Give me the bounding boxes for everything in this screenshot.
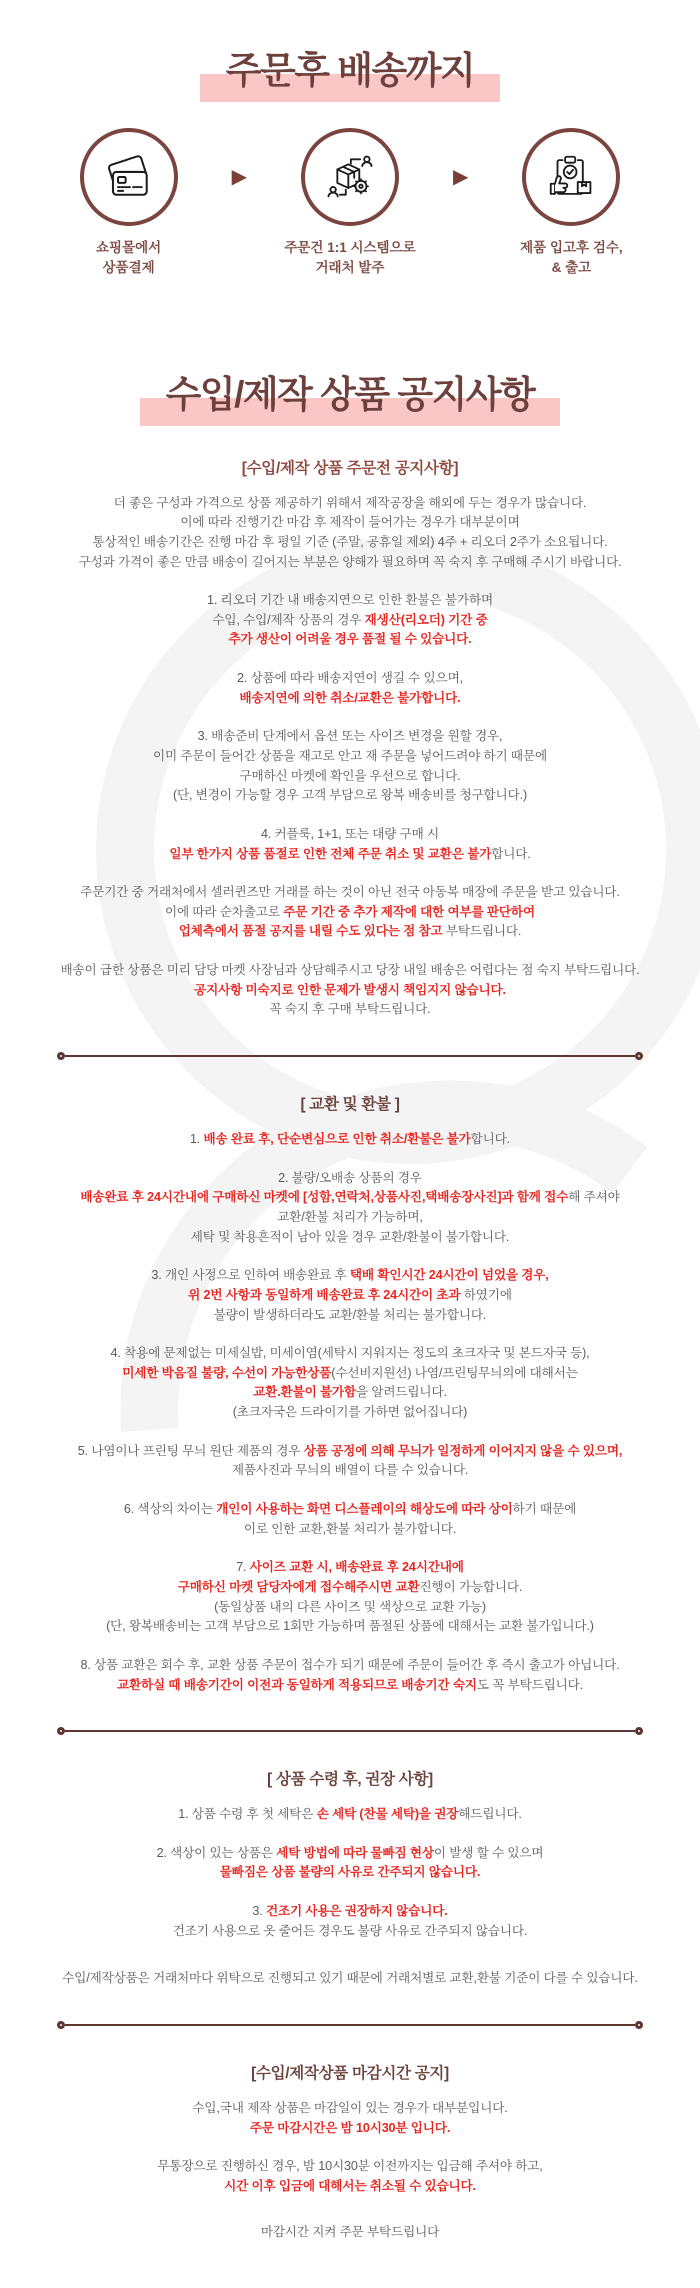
notice-text-block: 6. 색상의 차이는 개인이 사용하는 화면 디스플레이의 해상도에 따라 상이하기 때문에 이로 인한 교환,환불 처리가 불가합니다. xyxy=(123,1502,577,1536)
notice-text-block: 5. 나염이나 프린팅 무늬 원단 제품의 경우 상품 공정에 의해 무늬가 일정하게 이어지지 않을 수 있으며, 제품사진과 무늬의 배열이 다를 수 있습니다. xyxy=(77,1443,623,1478)
notice-text-block: 주문기간 중 거래처에서 셀러퀸즈만 거래를 하는 것이 아닌 전국 아동복 매장에 주문을 받고 있습니다. 이에 따라 순차출고로 주문 기간 중 추가 제작에 대한 여부를 판단하여 업체측에서 품절 공지를 내릴 수도 있다는 점 참고 부탁드립니다. xyxy=(80,885,620,939)
section-divider xyxy=(57,1052,643,1060)
notice-text-block: 1. 배송 완료 후, 단순변심으로 인한 취소/환불은 불가합니다. xyxy=(189,1132,511,1147)
notice-text-block: 4. 착용에 문제없는 미세실밥, 미세이염(세탁시 지워지는 정도의 초크자국 및 본드자국 등), 미세한 박음질 불량, 수선이 가능한상품(수선비지원선) 나염/프린팅무늬의에 대해서는 교환.환불이 불가함을 알려드립니다. (초크자국은 드라이기를 가하면 없어집니다) xyxy=(110,1346,590,1420)
divider-line xyxy=(65,2024,635,2027)
notice-text-block: 1. 리오더 기간 내 배송지연으로 인한 환불은 불가하며 수입, 수입/제작 상품의 경우 재생산(리오더) 기간 중 추가 생산이 어려울 경우 품절 될 수 있습니다. xyxy=(207,593,493,647)
flow-arrow-icon: ▶ xyxy=(453,165,469,188)
flow-arrow-icon: ▶ xyxy=(231,165,247,188)
section-divider xyxy=(57,1727,643,1735)
divider-line xyxy=(65,1055,635,1058)
notice-text-block: 수입/제작상품은 거래처마다 위탁으로 진행되고 있기 때문에 거래처별로 교환,환불 기준이 다를 수 있습니다. xyxy=(62,1971,638,1986)
section-heading: [수입/제작 상품 주문전 공지사항] xyxy=(241,459,459,477)
notice-text-block: 더 좋은 구성과 가격으로 상품 제공하기 위해서 제작공장을 해외에 두는 경우가 많습니다. 이에 따라 진행기간 마감 후 제작이 들어가는 경우가 대부분이며 통상적인 배송기간은 진행 마감 후 평일 기준 (주말, 공휴일 제외) 4주 + 리오더 2주가 소요됩니다. 구성과 가격이 좋은 만큼 배송이 길어지는 부분은 양해가 필요하며 꼭 숙지 후 구매해 주시기 바랍니다. xyxy=(78,495,622,569)
notice-text-block: 1. 상품 수령 후 첫 세탁은 손 세탁 (찬물 세탁)을 권장해드립니다. xyxy=(178,1807,522,1822)
section-heading: [ 교환 및 환불 ] xyxy=(300,1096,400,1114)
notice-text-block: 무통장으로 진행하신 경우, 밤 10시30분 이전까지는 입금해 주셔야 하고, 시간 이후 입금에 대해서는 취소될 수 있습니다. xyxy=(157,2159,543,2193)
process-step-inspection xyxy=(492,128,650,279)
order-process-flow xyxy=(18,128,682,279)
order-system-icon xyxy=(301,128,399,226)
process-step-payment xyxy=(50,128,208,279)
divider-dot xyxy=(635,2021,643,2029)
section-heading: [ 상품 수령 후, 권장 사항] xyxy=(267,1771,433,1789)
notice-text-block: 8. 상품 교환은 회수 후, 교환 상품 주문이 접수가 되기 때문에 주문이 들어간 후 즉시 출고가 아닙니다. 교환하실 때 배송기간이 이전과 동일하게 적용되므로 배송기간 숙지도 꼭 부탁드립니다. xyxy=(80,1657,620,1692)
divider-line xyxy=(65,1730,635,1733)
notice-text-block: 수입,국내 제작 상품은 마감일이 있는 경우가 대부분입니다. 주문 마감시간은 밤 10시30분 입니다. xyxy=(192,2100,508,2135)
section-preorder-notice xyxy=(18,456,682,1020)
notice-title-wrap xyxy=(18,374,682,426)
inspection-shipping-icon xyxy=(522,128,620,226)
notice-title: 수입/제작 상품 공지사항 xyxy=(140,374,561,426)
divider-dot xyxy=(635,1052,643,1060)
credit-card-icon xyxy=(80,128,178,226)
main-title-wrap xyxy=(18,50,682,102)
process-step-label: 제품 입고후 검수, & 출고 xyxy=(520,239,623,275)
notice-text-block: 4. 커플룩, 1+1, 또는 대량 구매 시 일부 한가지 상품 품절로 인한 전체 주문 취소 및 교환은 불가합니다. xyxy=(169,826,531,861)
divider-dot xyxy=(57,2021,65,2029)
section-exchange-refund xyxy=(18,1092,682,1695)
page-title: 주문후 배송까지 xyxy=(200,50,500,102)
divider-dot xyxy=(635,1727,643,1735)
section-divider xyxy=(57,2021,643,2029)
divider-dot xyxy=(57,1052,65,1060)
section-deadline-notice xyxy=(18,2061,682,2242)
section-heading: [수입/제작상품 마감시간 공지] xyxy=(251,2064,449,2082)
process-step-order-system xyxy=(271,128,429,279)
notice-text-block: 2. 불량/오배송 상품의 경우 배송완료 후 24시간내에 구매하신 마켓에 [성함,연락처,상품사진,택배송장사진]과 함께 접수해 주셔야 교환/환불 처리가 가능하며, 세탁 및 착용흔적이 남아 있을 경우 교환/환불이 불가합니다. xyxy=(80,1170,620,1244)
notice-text-block: 마감시간 지켜 주문 부탁드립니다 xyxy=(260,2224,440,2239)
process-step-label: 주문건 1:1 시스템으로 거래처 발주 xyxy=(284,239,416,275)
notice-text-block: 7. 사이즈 교환 시, 배송완료 후 24시간내에 구매하신 마켓 담당자에게 접수해주시면 교환진행이 가능합니다. (동일상품 내의 다른 사이즈 및 색상으로 교환 가능) (단, 왕복배송비는 고객 부담으로 1회만 가능하며 품절된 상품에 대해서는 교환 불가입니다.) xyxy=(106,1560,594,1634)
notice-text-block: 2. 상품에 따라 배송지연이 생길 수 있으며, 배송지연에 의한 취소/교환은 불가합니다. xyxy=(237,671,463,705)
notice-text-block: 3. 배송준비 단계에서 옵션 또는 사이즈 변경을 원할 경우, 이미 주문이 들어간 상품을 재고로 안고 재 주문을 넣어드려야 하기 때문에 구매하신 마켓에 확인을 우선으로 합니다. (단, 변경이 가능할 경우 고객 부담으로 왕복 배송비를 청구합니다.) xyxy=(153,729,547,803)
notice-text-block: 3. 건조기 사용은 권장하지 않습니다. 건조기 사용으로 옷 줄어든 경우도 불량 사유로 간주되지 않습니다. xyxy=(172,1904,528,1938)
notice-text-block: 2. 색상이 있는 상품은 세탁 방법에 따라 물빠짐 현상이 발생 할 수 있으며 물빠짐은 상품 불량의 사유로 간주되지 않습니다. xyxy=(156,1845,544,1880)
section-after-receipt xyxy=(18,1767,682,1989)
process-step-label: 쇼핑몰에서 상품결제 xyxy=(96,239,162,275)
notice-text-block: 3. 개인 사정으로 인하여 배송완료 후 택배 확인시간 24시간이 넘었을 경우, 위 2번 사항과 동일하게 배송완료 후 24시간이 초과 하였기에 불량이 발생하더라도 교환/환불 처리는 불가합니다. xyxy=(151,1268,549,1322)
divider-dot xyxy=(57,1727,65,1735)
notice-text-block: 배송이 급한 상품은 미리 담당 마켓 사장님과 상담해주시고 당장 내일 배송은 어렵다는 점 숙지 부탁드립니다. 공지사항 미숙지로 인한 문제가 발생시 책임지지 않습니다. 꼭 숙지 후 구매 부탁드립니다. xyxy=(60,963,640,1017)
